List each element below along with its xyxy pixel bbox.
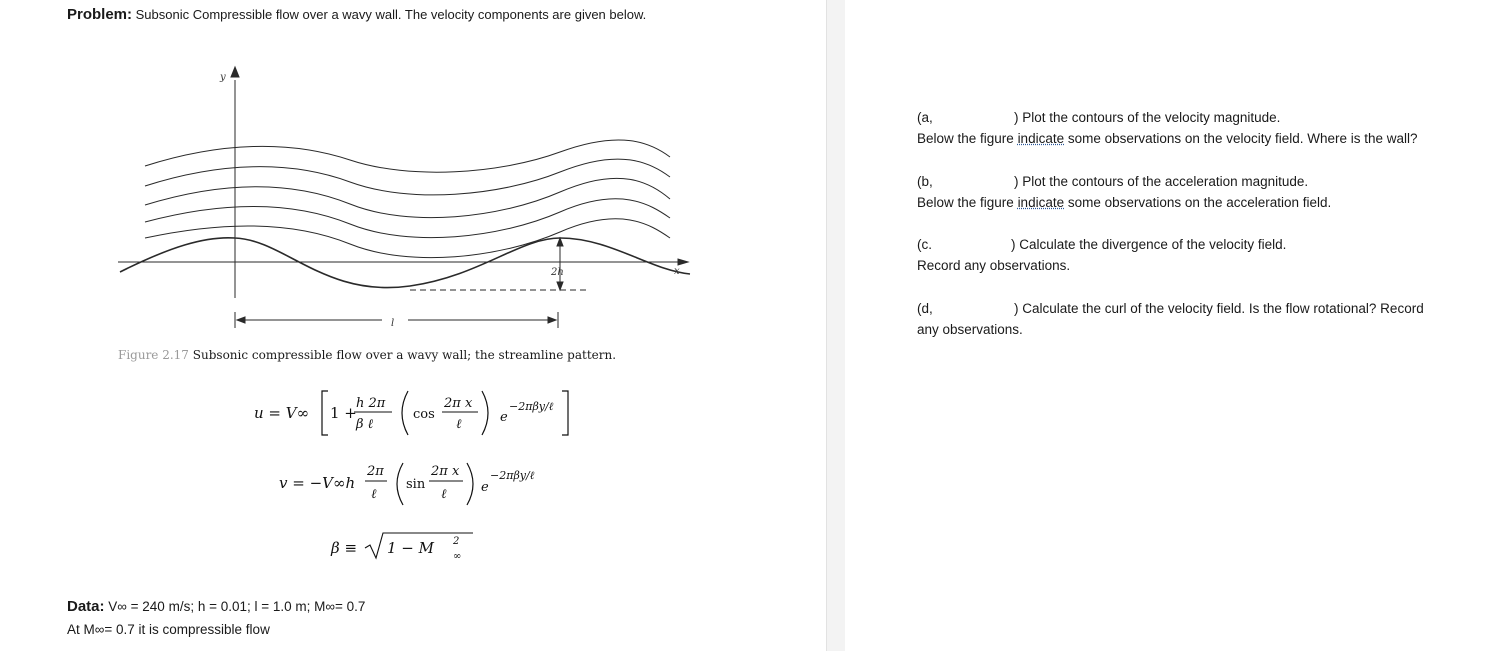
u-frac2-num: 2π x (444, 396, 473, 411)
question-c (917, 234, 1286, 276)
v-frac1-den: ℓ (371, 487, 377, 502)
v-equation (275, 455, 575, 511)
question-d-line2: any observations. (917, 322, 1023, 337)
wavy-wall (120, 238, 690, 288)
question-d-label: (d, (917, 301, 933, 316)
u-lhs: u = V∞ (254, 404, 310, 422)
u-one: 1 + (330, 404, 357, 422)
question-a-text: ) Plot the contours of the velocity magnitude. (1014, 110, 1281, 125)
v-exp: e (481, 480, 489, 495)
question-c-label: (c. (917, 237, 932, 252)
v-lhs: v = −V∞h (279, 474, 356, 492)
x-axis-label: x (674, 266, 680, 277)
streamline-4 (145, 199, 670, 238)
data-label: Data: (67, 598, 105, 615)
question-a-line2-post: some observations on the velocity field. Where is the wall? (1064, 131, 1418, 146)
wavy-wall-figure (110, 62, 710, 352)
v-sin: sin (406, 477, 426, 492)
question-b-text: ) Plot the contours of the acceleration magnitude. (1014, 174, 1309, 189)
question-b-line2-pre: Below the figure (917, 195, 1018, 210)
u-frac2-den: ℓ (456, 417, 462, 432)
u-exp-power: −2πβy/ℓ (509, 400, 554, 413)
v-frac2-num: 2π x (431, 464, 460, 479)
beta-lhs: β ≡ (331, 539, 358, 557)
beta-sub: ∞ (453, 551, 462, 562)
question-a-line2-pre: Below the figure (917, 131, 1018, 146)
v-exp-power: −2πβy/ℓ (490, 469, 535, 482)
data-text: V∞ = 240 m/s; h = 0.01; l = 1.0 m; M∞= 0.7 (108, 599, 366, 614)
x-axis-arrow (678, 259, 688, 265)
amplitude-label: 2h (551, 267, 564, 278)
v-frac1-num: 2π (367, 464, 384, 479)
question-a-label: (a, (917, 110, 933, 125)
problem-text: Subsonic Compressible flow over a wavy wall. The velocity components are given below. (135, 7, 647, 22)
beta-equation (325, 528, 485, 564)
beta-rhs: 1 − M (387, 539, 435, 557)
u-frac1-num: h 2π (356, 396, 386, 411)
streamline-1 (145, 140, 670, 172)
question-d (917, 298, 1424, 340)
page-gap (826, 0, 846, 651)
beta-sup: 2 (453, 536, 460, 547)
question-b-line2-post: some observations on the acceleration field. (1064, 195, 1332, 210)
question-b-label: (b, (917, 174, 933, 189)
streamline-2 (145, 159, 670, 195)
question-b-link: indicate (1017, 195, 1065, 210)
problem-statement (67, 6, 646, 23)
problem-label: Problem: (67, 6, 133, 23)
question-d-text: ) Calculate the curl of the velocity field. Is the flow rotational? Record (1014, 301, 1424, 316)
y-axis-arrow (231, 67, 239, 77)
figure-number: Figure 2.17 (118, 348, 189, 362)
length-label: l (391, 318, 395, 329)
question-c-line2: Record any observations. (917, 258, 1071, 273)
figure-caption (118, 348, 616, 362)
question-a (917, 107, 1418, 149)
data-line (67, 598, 365, 615)
question-a-link: indicate (1017, 131, 1065, 146)
data-note: At M∞= 0.7 it is compressible flow (67, 622, 270, 637)
question-b (917, 171, 1331, 213)
caption-text: Subsonic compressible flow over a wavy wall; the streamline pattern. (192, 348, 617, 362)
u-cos: cos (413, 407, 435, 422)
y-axis-label: y (220, 72, 226, 83)
u-equation (250, 385, 580, 441)
streamline-3 (145, 178, 670, 217)
u-exp: e (500, 410, 508, 425)
v-frac2-den: ℓ (441, 487, 447, 502)
question-c-text: ) Calculate the divergence of the velocity field. (1011, 237, 1287, 252)
u-frac1-den: β ℓ (356, 417, 374, 432)
